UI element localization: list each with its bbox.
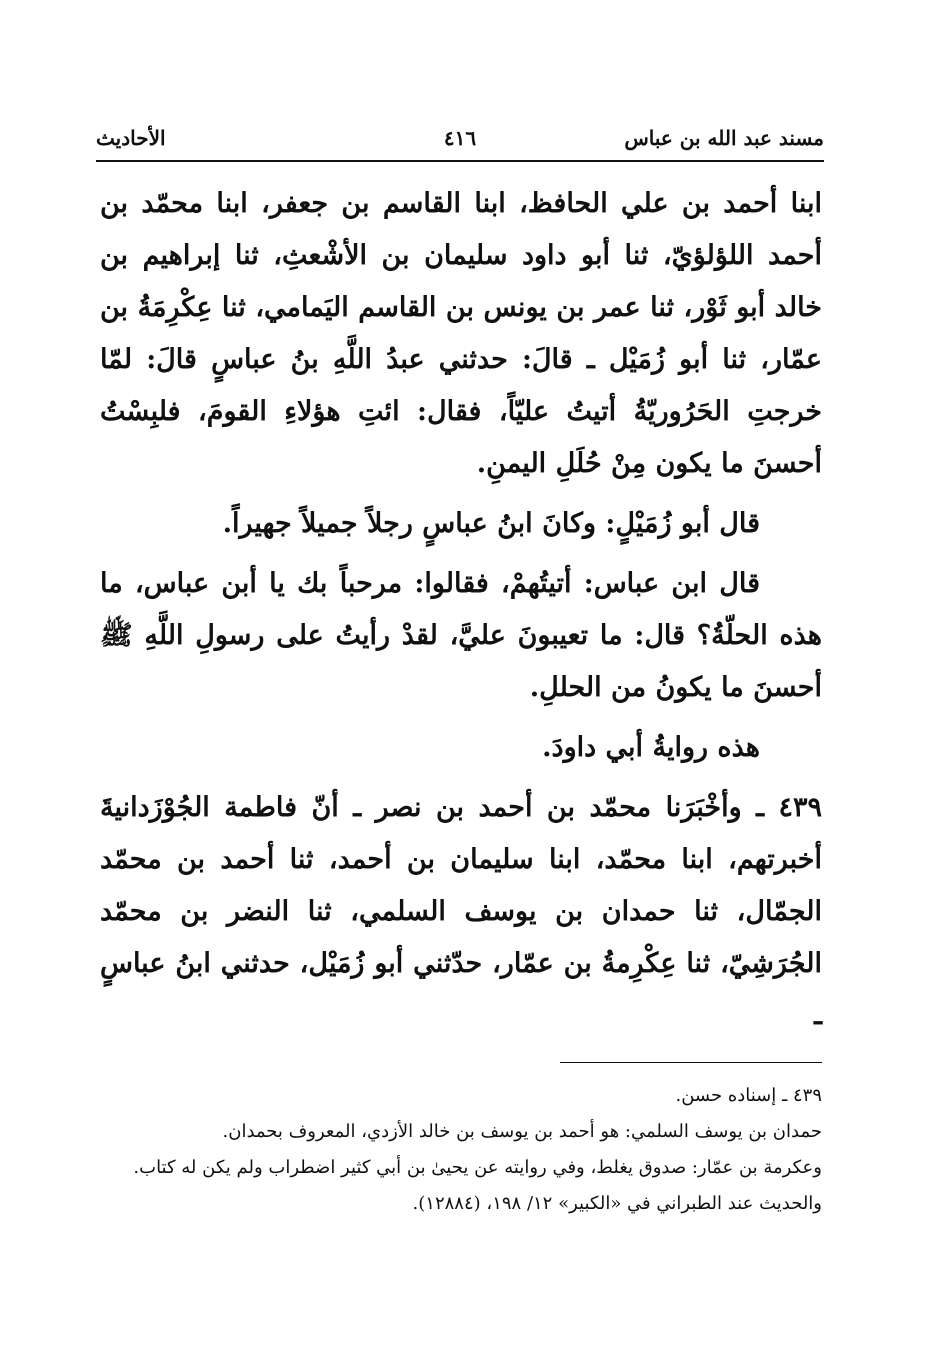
paragraph-isnad: ابنا أحمد بن علي الحافظ، ابنا القاسم بن جعفر، ابنا محمّد بن أحمد اللؤلؤيّ، ثنا أبو داود سليمان بن الأشْعثِ، ثنا إبراهيم بن خالد أبو ثَوْر، ثنا عمر بن يونس بن القاسم اليَمامي، ثنا عِكْرِمَةُ بن عمّار، ثنا أبو زُمَيْل ـ قالَ: حدثني عبدُ اللَّهِ بنُ عباسٍ قالَ: لمّا خرجتِ الحَرُوريّةُ أتيتُ عليّاً، فقال: ائتِ هؤلاءِ القومَ، فلبِسْتُ أحسنَ ما يكون مِنْ حُلَلِ اليمنِ. [100,188,822,479]
page-number: ٤١٦ [443,126,477,150]
paragraph-riwaya: هذه روايةُ أبي داودَ. [542,732,760,763]
paragraph-ibn-abbas: قال ابن عباس: أتيتُهمْ، فقالوا: مرحباً بك يا أبن عباس، ما هذه الحلّةُ؟ قال: ما تعيبونَ عليَّ، لقدْ رأيتُ على رسولِ اللَّهِ ﷺ أحسنَ ما يكونُ من الحللِ. [100,568,822,703]
section-title: الأحاديث [96,126,166,150]
hadith-439: ٤٣٩ ـ وأخْبَرَنا محمّد بن أحمد بن نصر ـ أنّ فاطمة الجُوْزَدانيةَ أخبرتهم، ابنا محمّد، ابنا سليمان بن أحمد، ثنا أحمد بن محمّد الجمّال، ثنا حمدان بن يوسف السلمي، ثنا النضر بن محمّد الجُرَشِيّ، ثنا عِكْرِمةُ بن عمّار، حدّثني أبو زُمَيْل، حدثني ابنُ عباسٍ ـ [100,792,823,1031]
header-divider [96,160,824,162]
footnotes [100,1078,822,1222]
footnote-hamdan: حمدان بن يوسف السلمي: هو أحمد بن يوسف بن خالد الأزدي، المعروف بحمدان. [222,1121,822,1142]
paragraph-abu-zumayl: قال أبو زُمَيْلٍ: وكانَ ابنُ عباسٍ رجلاً جميلاً جهيراً. [222,508,760,539]
running-title: مسند عبد الله بن عباس [624,126,824,150]
main-text [100,178,822,1042]
footnote-divider [560,1062,822,1063]
footnote-439: ٤٣٩ ـ إسناده حسن. [675,1085,822,1106]
page-header [96,118,824,158]
footnote-tabarani: والحديث عند الطبراني في «الكبير» ١٢/ ١٩٨، (١٢٨٨٤). [412,1193,822,1214]
footnote-ikrima: وعكرمة بن عمّار: صدوق يغلط، وفي روايته عن يحيىٰ بن أبي كثير اضطراب ولم يكن له كتاب. [133,1157,822,1178]
